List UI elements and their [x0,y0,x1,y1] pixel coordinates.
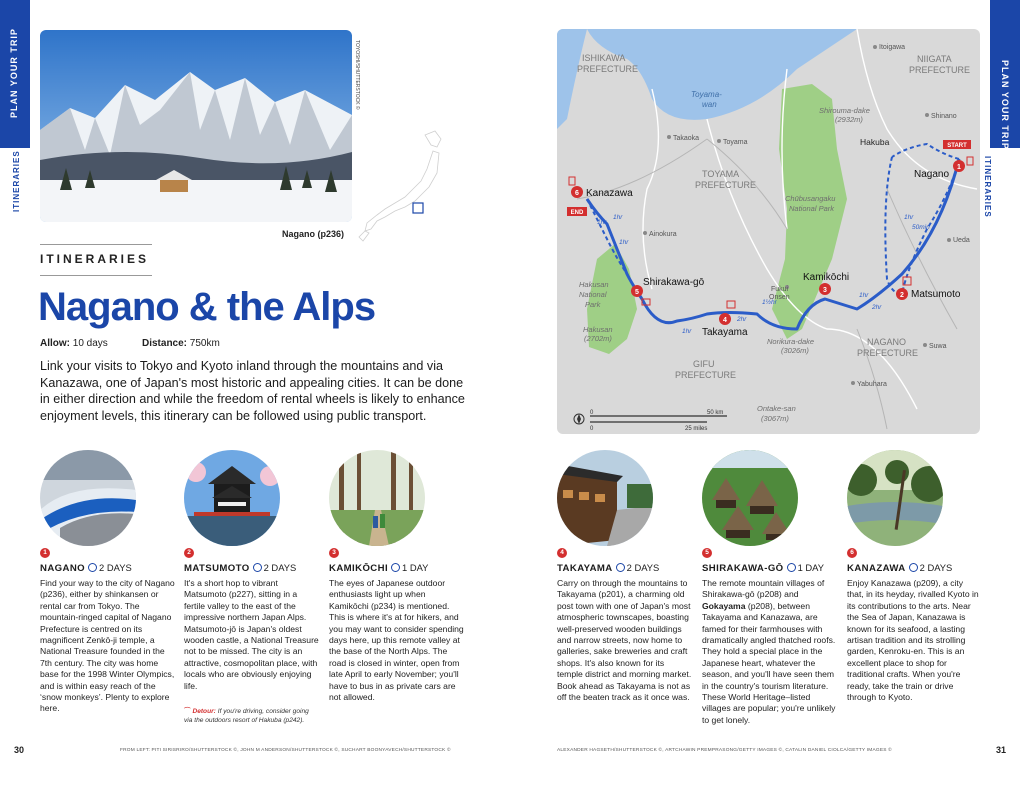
map-stop-name: Kamikōchi [803,272,850,283]
side-tab-label: PLAN YOUR TRIP [9,28,19,118]
stop-duration: 1 DAY [797,562,824,573]
peak-label: (2932m) [835,115,863,124]
travel-time: 1½hr [762,299,777,306]
clock-icon [391,563,400,572]
side-tab-left [0,0,30,148]
park-label: Hakusan [579,280,609,289]
stop-photo [184,450,280,546]
distance-info [142,338,220,349]
side-section-label: ITINERARIES [983,156,992,218]
park-label: Chūbusangaku [785,194,836,203]
japan-locator-map [355,125,465,245]
travel-time: 1hr [613,214,623,221]
nagano-photo [40,30,352,222]
stop-duration: 1 DAY [402,562,429,573]
park-label: National [579,290,607,299]
town-label: Ueda [953,237,970,244]
peak-label: (2702m) [584,334,612,343]
travel-time: 2hr [737,316,747,323]
stop-description-part: The remote mountain villages of Shirakawa-gō (p208) and [702,578,825,600]
map-label: NIIGATA [917,54,952,64]
map-stop-name: Nagano [914,169,950,180]
side-section-label: ITINERARIES [12,150,21,212]
town-label: Ainokura [649,231,677,238]
stop-name: NAGANO [40,563,86,574]
stop-duration: 2 DAYS [626,562,660,573]
stop-heading [847,562,952,574]
stop-name: KANAZAWA [847,563,906,574]
stop-number: 5 [702,548,712,558]
photo-caption: Nagano (p236) [282,229,345,239]
stop-number: 6 [847,548,857,558]
stop-heading [329,562,428,574]
stop-number: 1 [40,548,50,558]
travel-time: 1hr [619,239,629,246]
page-number-right: 31 [996,745,1007,755]
side-tab-right [990,0,1020,148]
stop-photo [40,450,136,546]
stop-duration: 2 DAYS [919,562,953,573]
page-title: Nagano & the Alps [38,285,376,329]
map-stop-number: 2 [900,292,904,299]
start-badge: START [947,143,967,149]
map-stop-number: 4 [723,317,727,324]
map-label: PREFECTURE [857,348,919,358]
photo-credits-left: FROM LEFT: PITI SIRISRIRO/SHUTTERSTOCK ©, JOHN M ANDERSON/SHUTTERSTOCK ©, SUCHART BOONYAVECH/SHUTTERSTOCK © [120,748,451,753]
stop-description-bold: Gokayama [702,600,746,611]
park-label: Park [585,300,601,309]
townhouse-icon [727,301,735,308]
stop-number: 4 [557,548,567,558]
town-label: Takaoka [673,135,700,142]
temple-icon [967,157,973,165]
stop-description: Enjoy Kanazawa (p209), a city that, in its heyday, rivalled Kyoto in its contributions to the arts. Near the Sea of Japan, Kanazawa is known for its seafood, a lasting artisan tradition and its strolling garden, Kenroku-en. This is an excellent place to shop for traditional crafts. When you're ready, take the train or drive through to Kyoto. [847,578,979,703]
distance-value: 750km [189,338,220,349]
peak-label: Ontake-san [757,404,796,413]
peak-label: Norikura-dake [767,337,815,346]
photo-credit: TOYOSHI/SHUTTERSTOCK © [354,40,360,110]
compass-needle-icon [577,414,581,424]
map-label: NAGANO [867,337,907,347]
page-number-left: 30 [14,745,25,755]
stop-heading [40,562,132,574]
town-label: Toyama [723,139,748,146]
divider [40,275,152,276]
map-label: TOYAMA [702,169,740,179]
town-label: Suwa [929,343,947,350]
stop-description: Carry on through the mountains to Takayama (p201), a charming old post town with one of Japan's most atmospheric townscapes, boasting well-preserved wooden buildings and narrow streets, now home to galleries, sake breweries and craft shops. It's also known for its temple district and morning market. Book ahead as Takayama is not as off the beaten track as it once was. [557,578,692,703]
travel-time: 1hr [682,328,692,335]
travel-time: 1hr [859,292,869,299]
map-label: PREFECTURE [909,65,971,75]
peak-label: (3026m) [781,346,809,355]
town-label: Yabuhara [857,381,887,388]
map-stop-number: 3 [823,287,827,294]
divider [40,244,152,245]
route-map [557,29,980,434]
stop-number: 2 [184,548,194,558]
detour-label: Detour: [192,708,216,715]
map-stop-number: 5 [635,289,639,296]
scale-km: 50 km [707,410,724,416]
park-label: National Park [789,204,835,213]
side-tab-label: PLAN YOUR TRIP [1000,60,1010,150]
map-stop-name: Takayama [702,327,748,338]
stop-heading [184,562,296,574]
water-label: wan [702,100,717,109]
stop-3 [329,450,464,703]
scale-miles: 25 miles [685,426,708,432]
detour-text: If you're driving, consider going via the outdoors resort of Hakuba (p242). [184,708,309,724]
town-label: Fukui [771,286,789,293]
intro-paragraph: Link your visits to Tokyo and Kyoto inland through the mountains and via Kanazawa, one of Japan's most historic and appealing cities. It can be done in either direction and while the freedom of rental wheels is likely to enhance enjoyment levels, this itinerary can be followed using public transport. [40,359,465,423]
town-label: Shinano [931,113,957,120]
stop-photo [847,450,943,546]
travel-time: 2hr [872,304,882,311]
section-label: ITINERARIES [40,252,150,266]
photo-credits-right: ALEXANDER HAGSETH/SHUTTERSTOCK ©, ARTCHAWIN PREMPRASONG/GETTY IMAGES ©, CATALIN DANIEL CIOLCA/GETTY IMAGES © [557,748,892,753]
detour-icon: ⌒ [184,708,191,715]
peak-label: Shirouma-dake [819,106,870,115]
clock-icon [909,563,918,572]
distance-label: Distance: [142,338,188,349]
clock-icon [253,563,262,572]
end-badge: END [570,210,584,216]
stop-name: SHIRAKAWA-GŌ [702,563,784,574]
map-label: ISHIKAWA [582,53,626,63]
stop-description: The eyes of Japanese outdoor enthusiasts light up when Kamikōchi (p234) is mentioned. This is where it's at for hikers, and you may want to consider spending days here, up this remote valley at the base of the North Alps. The road is closed in winter, open from late April to early November; you'll have to bus in as private cars are not allowed. [329,578,464,703]
town-label: Hakuba [860,137,890,147]
clock-icon [88,563,97,572]
stop-name: TAKAYAMA [557,563,613,574]
stop-duration: 2 DAYS [99,562,132,573]
stop-duration: 2 DAYS [263,562,297,573]
garden-icon [569,177,575,185]
stop-number: 3 [329,548,339,558]
allow-value: 10 days [72,338,108,349]
stop-6 [847,450,982,703]
town-label: Itoigawa [879,44,906,51]
allow-label: Allow: [40,338,70,349]
stop-description [702,578,837,726]
travel-time: 1hr [904,214,914,221]
map-label: GIFU [693,359,715,369]
stop-name: KAMIKŌCHI [329,563,389,574]
stop-name: MATSUMOTO [184,563,250,574]
detour-note [184,708,319,725]
stop-photo [557,450,653,546]
stop-5 [702,450,837,725]
map-stop-name: Matsumoto [911,289,961,300]
stop-heading [557,562,659,574]
clock-icon [616,563,625,572]
map-label: PREFECTURE [695,180,757,190]
stop-description: Find your way to the city of Nagano (p236), either by shinkansen or rental car from Tokyo. The mountain-ringed capital of Nagano Prefecture is centred on its magnificent Zenkō-ji temple, a National Treasure founded in the 7th century. The city was home base for the 1998 Winter Olympics, and is within easy reach of the ‘snow monkeys’. Plenty to explore here. [40,578,175,714]
map-stop-name: Kanazawa [586,188,633,199]
stop-description: It's a short hop to vibrant Matsumoto (p227), sitting in a fertile valley to the east of the impressive northern Japan Alps. Matsumoto-jō is Japan's oldest wooden castle, a National Treasure not to be missed. The city is an attractive, cosmopolitan place, with locals who are obviously enjoying life. [184,578,319,691]
stop-4 [557,450,692,703]
scale-zero: 0 [590,410,594,416]
peak-label: (3067m) [761,414,789,423]
stop-photo [329,450,425,546]
map-stop-name: Shirakawa-gō [643,277,705,288]
stop-1 [40,450,175,714]
travel-time: 50min [912,224,930,231]
town-label: Onsen [769,294,790,301]
stop-photo [702,450,798,546]
map-label: PREFECTURE [675,370,737,380]
scale-zero: 0 [590,426,594,432]
stop-description-part: (p208), between Takayama and Kanazawa, are famed for their farmhouses with dramatically angled thatched roofs. They hold a special place in the Japanese heart, whatever the season, and you'll have seen them in the country's tourism literature. These World Heritage–listed villages are popular; you're unlikely to get lonely. [702,600,836,725]
clock-icon [787,563,796,572]
allow-info [40,338,108,349]
stop-2 [184,450,319,724]
peak-label: Hakusan [583,325,613,334]
map-stop-number: 1 [957,164,961,171]
stop-heading [702,562,824,574]
map-label: PREFECTURE [577,64,639,74]
water-label: Toyama- [691,90,722,99]
travel-time: 1hr [597,219,607,226]
map-stop-number: 6 [575,190,579,197]
